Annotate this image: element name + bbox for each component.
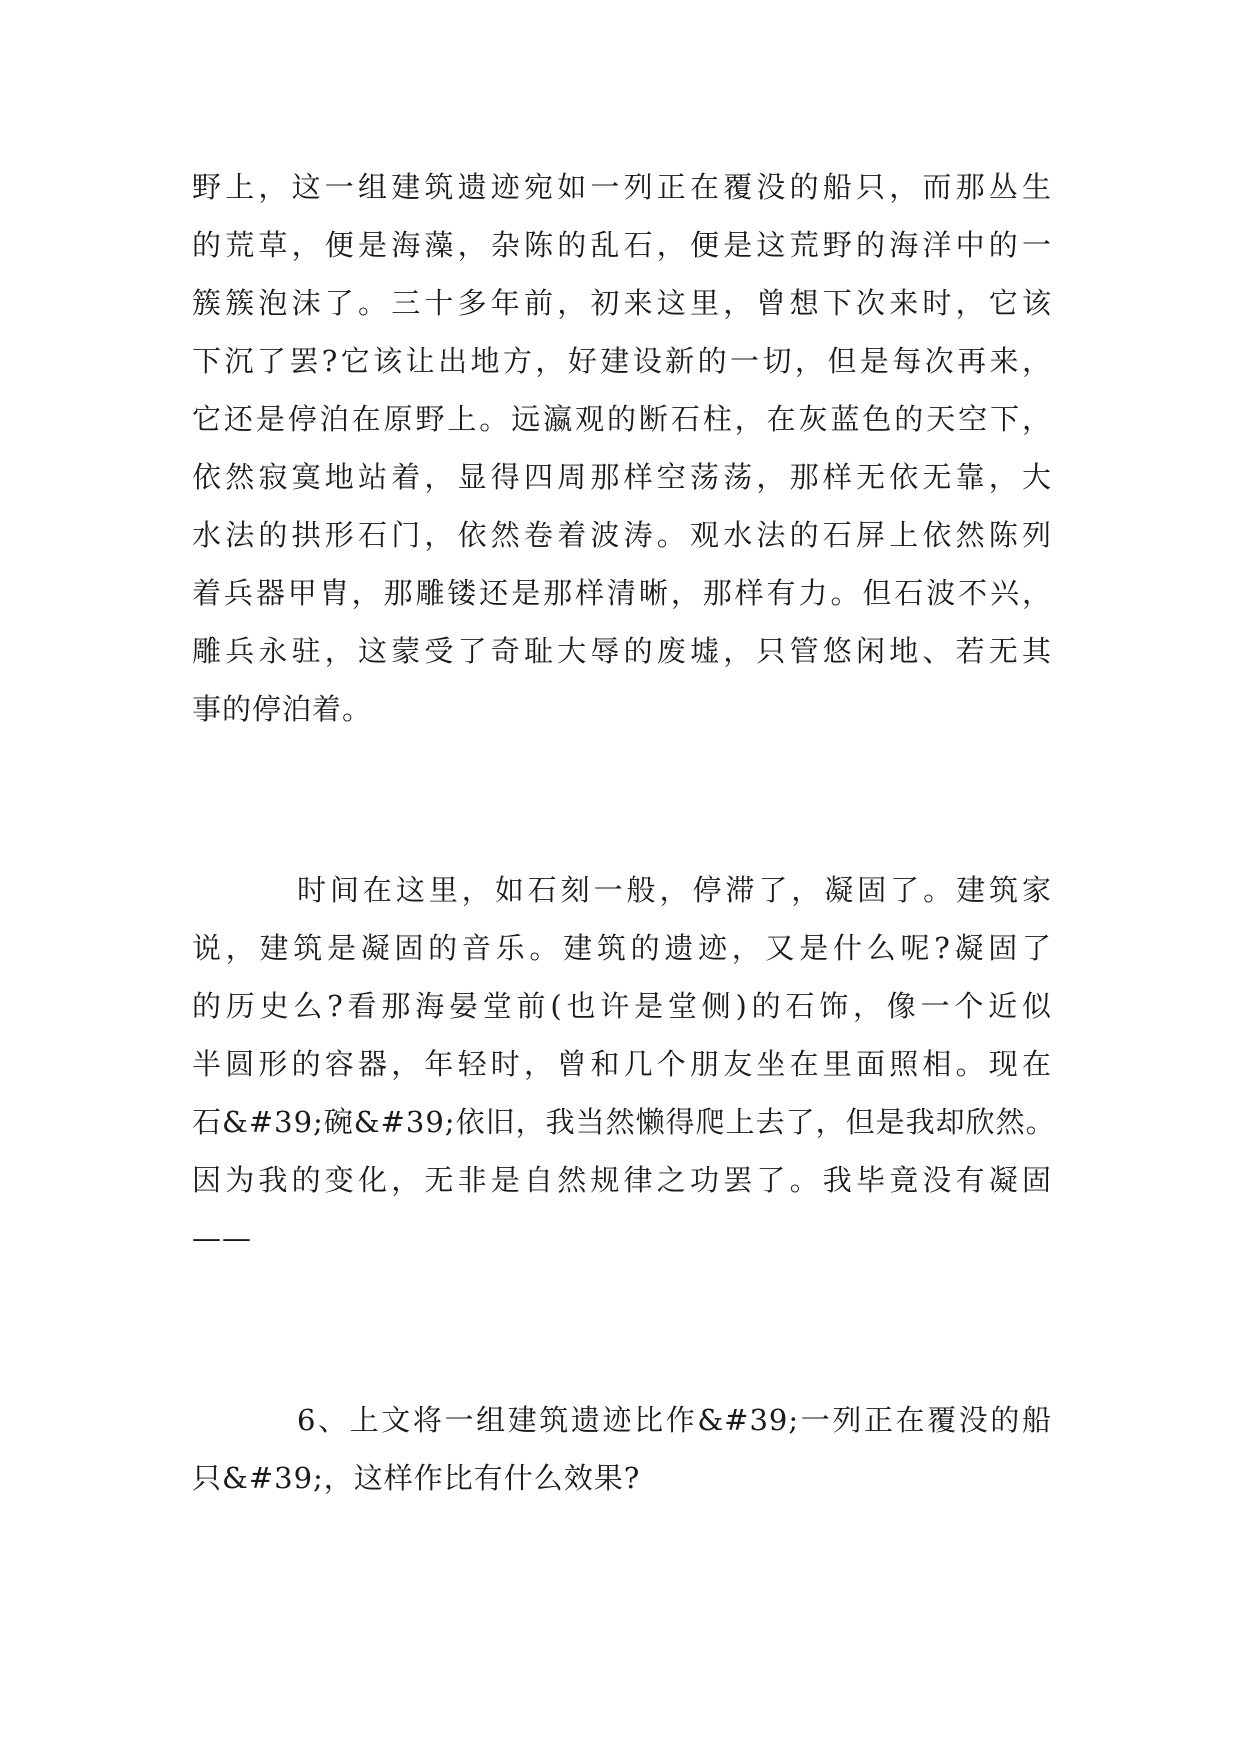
text-line: 下沉了罢?它该让出地方，好建设新的一切，但是每次再来， <box>192 344 1052 378</box>
text-line: 事的停泊着。 <box>192 692 373 726</box>
text-line: 时间在这里，如石刻一般，停滞了，凝固了。建筑家 <box>297 873 1052 907</box>
text-line: 说，建筑是凝固的音乐。建筑的遗迹，又是什么呢?凝固了 <box>192 931 1052 965</box>
text-line: 雕兵永驻，这蒙受了奇耻大辱的废墟，只管悠闲地、若无其 <box>192 634 1052 668</box>
text-line: 的历史么?看那海晏堂前(也许是堂侧)的石饰，像一个近似 <box>192 989 1052 1023</box>
text-line: 的荒草，便是海藻，杂陈的乱石，便是这荒野的海洋中的一 <box>192 228 1052 262</box>
question-6 <box>192 1391 1052 1507</box>
text-line: 簇簇泡沫了。三十多年前，初来这里，曾想下次来时，它该 <box>192 286 1052 320</box>
text-line: 着兵器甲胄，那雕镂还是那样清晰，那样有力。但石波不兴， <box>192 576 1052 610</box>
text-line: 它还是停泊在原野上。远瀛观的断石柱，在灰蓝色的天空下， <box>192 402 1052 436</box>
text-line: 半圆形的容器，年轻时，曾和几个朋友坐在里面照相。现在 <box>192 1047 1052 1081</box>
text-line: —— <box>192 1221 252 1255</box>
text-line: 水法的拱形石门，依然卷着波涛。观水法的石屏上依然陈列 <box>192 518 1052 552</box>
text-line: 只&#39;，这样作比有什么效果? <box>192 1461 641 1495</box>
paragraph-ruins-ship <box>192 158 1052 738</box>
paragraph-frozen-time <box>192 861 1056 1267</box>
text-line: 野上，这一组建筑遗迹宛如一列正在覆没的船只，而那丛生 <box>192 170 1052 204</box>
text-line: 依然寂寞地站着，显得四周那样空荡荡，那样无依无靠，大 <box>192 460 1052 494</box>
text-line: 6、上文将一组建筑遗迹比作&#39;一列正在覆没的船 <box>297 1403 1052 1437</box>
text-line: 因为我的变化，无非是自然规律之功罢了。我毕竟没有凝固 <box>192 1163 1052 1197</box>
text-line: 石&#39;碗&#39;依旧，我当然懒得爬上去了，但是我却欣然。 <box>192 1105 1056 1139</box>
